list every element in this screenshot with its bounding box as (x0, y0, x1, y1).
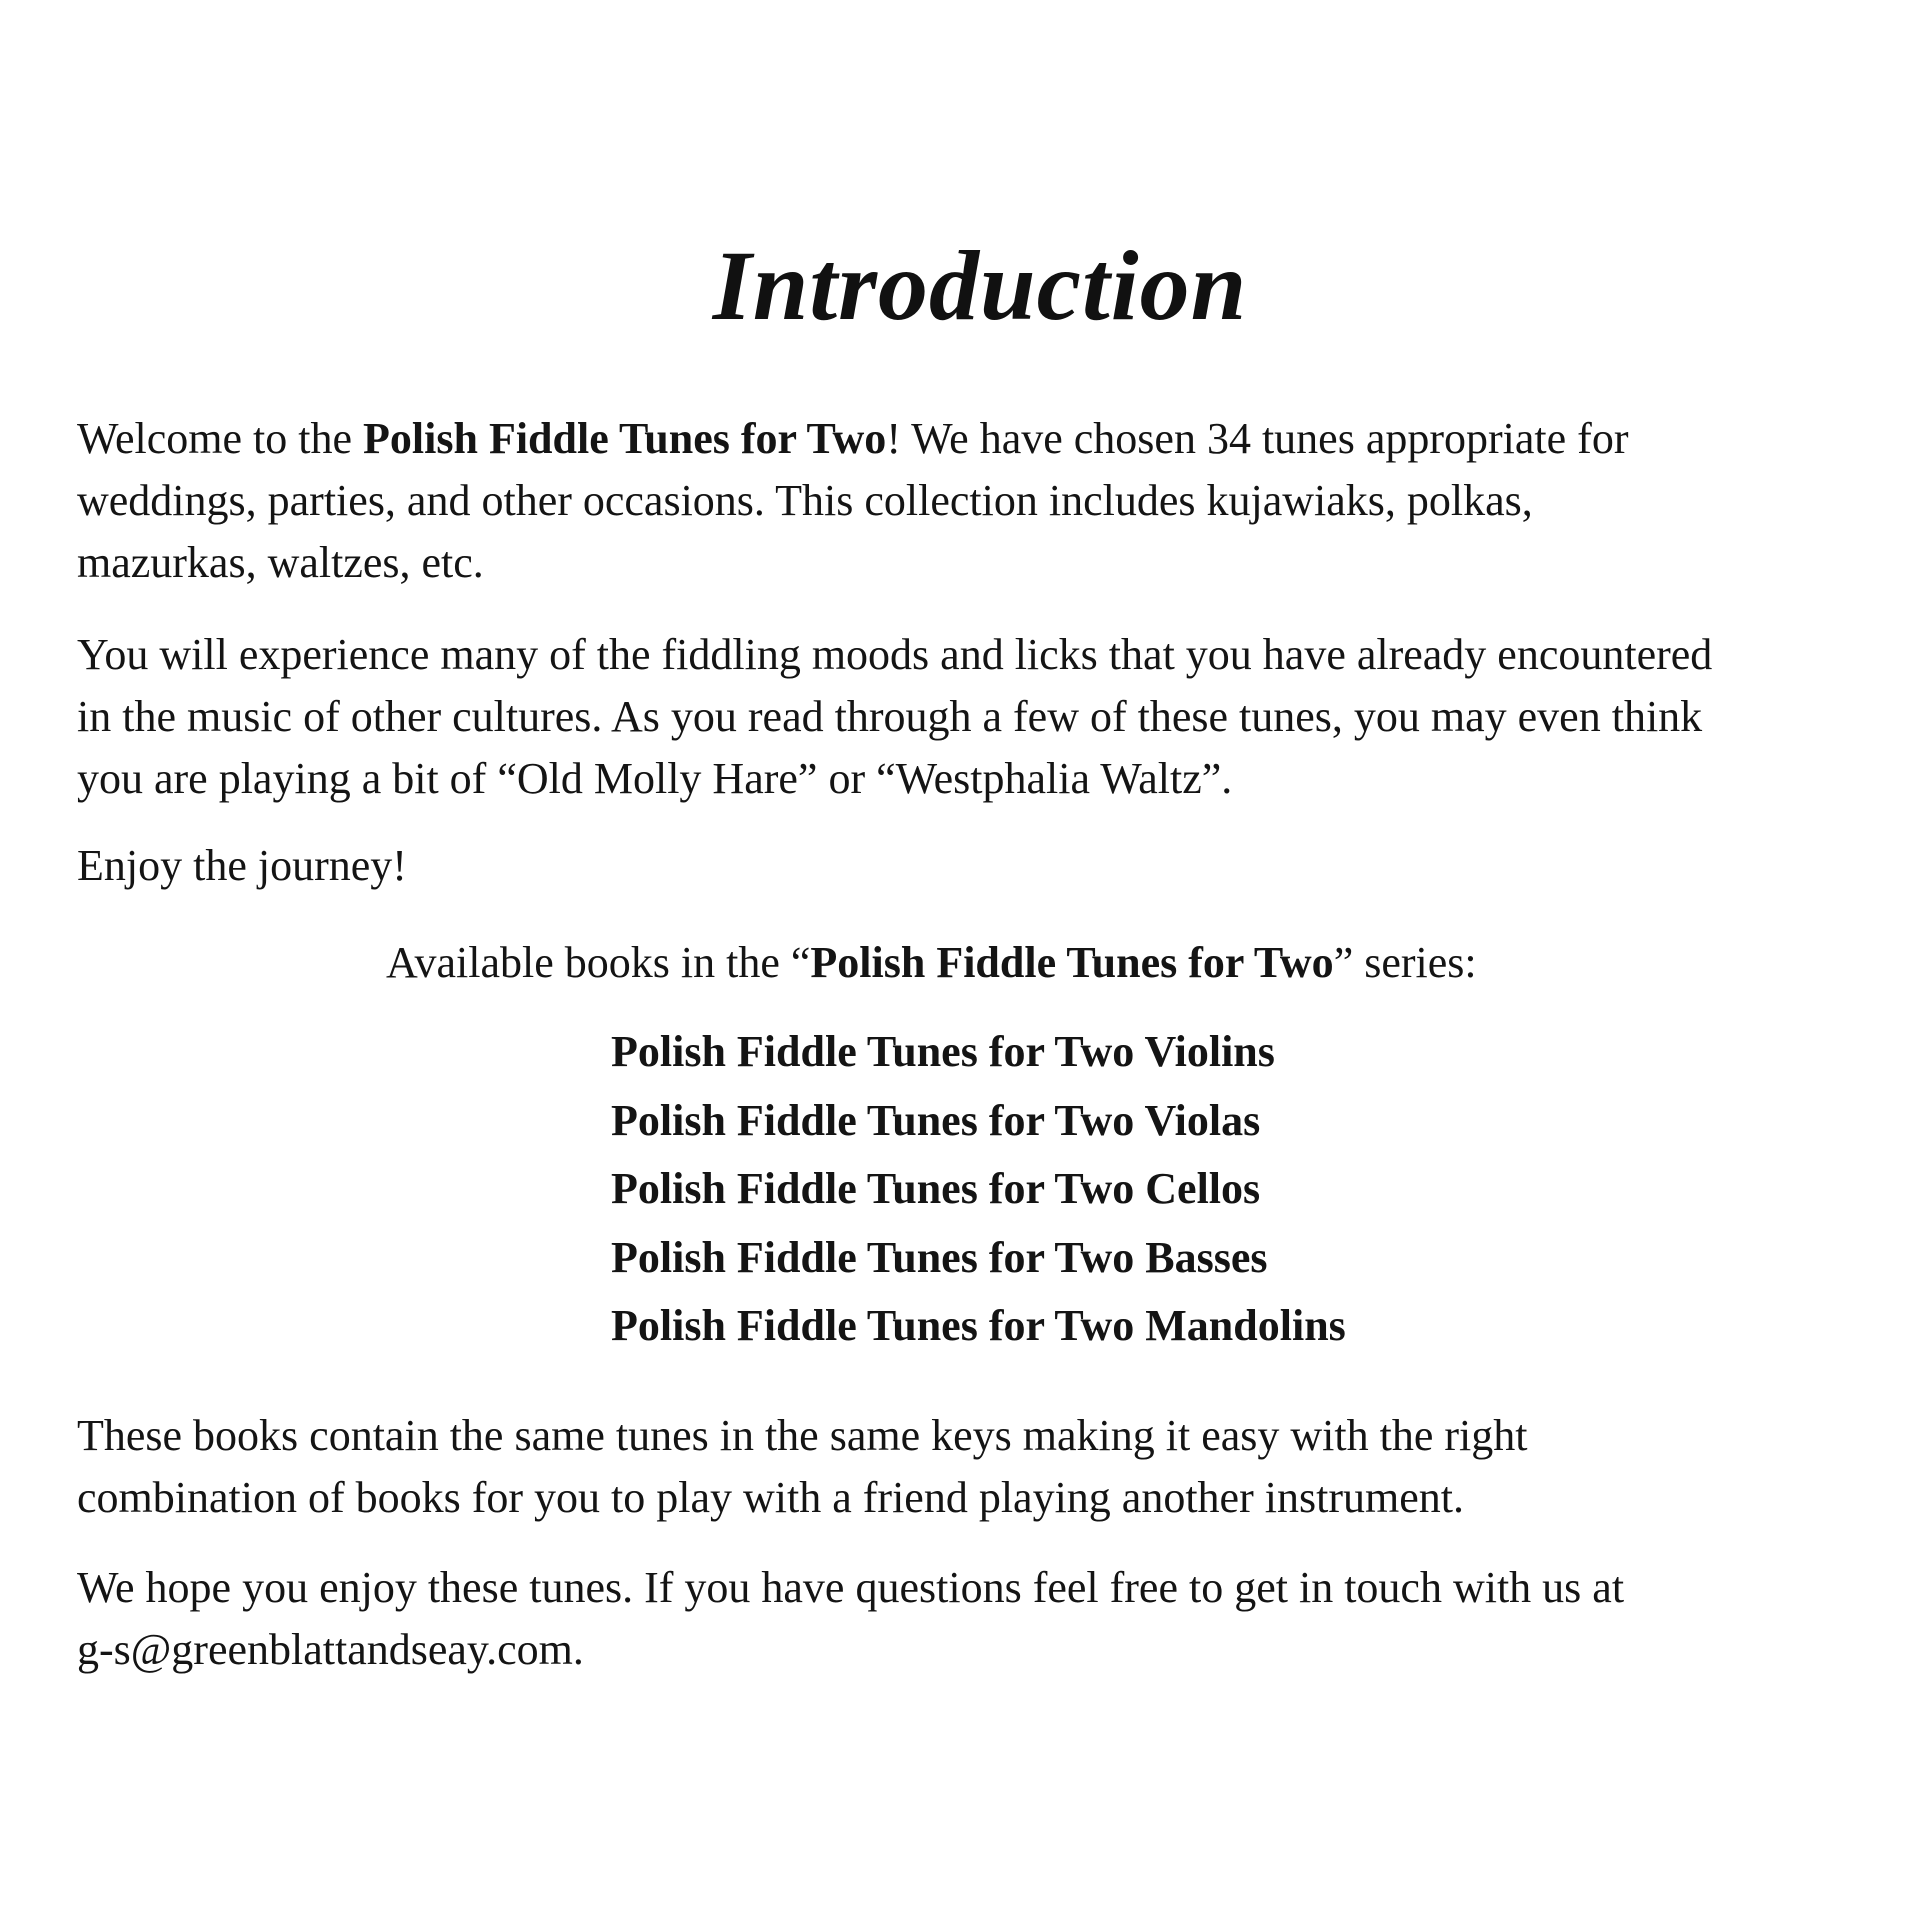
book-title-mandolins: Polish Fiddle Tunes for Two Mandolins (611, 1301, 1346, 1350)
book-title-violas: Polish Fiddle Tunes for Two Violas (611, 1095, 1261, 1145)
welcome-line-3: mazurkas, waltzes, etc. (77, 538, 484, 587)
experience-paragraph (77, 624, 1887, 810)
same-tunes-line-1: These books contain the same tunes in the same keys making it easy with the right (77, 1411, 1528, 1460)
contact-email: g-s@greenblattandseay.com. (77, 1625, 584, 1674)
book-title-basses: Polish Fiddle Tunes for Two Basses (611, 1232, 1268, 1282)
same-tunes-line-2: combination of books for you to play with a friend playing another instrument. (77, 1473, 1464, 1522)
series-name: Polish Fiddle Tunes for Two (363, 414, 887, 463)
contact-line-1: We hope you enjoy these tunes. If you have questions feel free to get in touch with us at (77, 1563, 1625, 1612)
book-list (611, 1018, 1346, 1361)
book-title-cellos: Polish Fiddle Tunes for Two Cellos (611, 1164, 1261, 1213)
book-title-violins: Polish Fiddle Tunes for Two Violins (611, 1027, 1275, 1076)
experience-line-1: You will experience many of the fiddling moods and licks that you have already encountered (77, 630, 1713, 679)
experience-line-3: you are playing a bit of “Old Molly Hare” or “Westphalia Waltz”. (77, 754, 1233, 803)
experience-line-2: in the music of other cultures. As you read through a few of these tunes, you may even think (77, 692, 1703, 741)
series-title: Polish Fiddle Tunes for Two (810, 938, 1334, 987)
welcome-line-2: weddings, parties, and other occasions. This collection includes kujawiaks, polkas, (77, 476, 1533, 525)
welcome-line-1: Welcome to the Polish Fiddle Tunes for Two! We have chosen 34 tunes appropriate for (77, 414, 1629, 463)
enjoy-paragraph: Enjoy the journey! (77, 841, 407, 890)
same-tunes-paragraph (77, 1405, 1887, 1529)
contact-paragraph (77, 1557, 1887, 1681)
welcome-paragraph (77, 408, 1887, 594)
page-title: Introduction (712, 230, 1248, 341)
series-intro: Available books in the “Polish Fiddle Tunes for Two” series: (386, 938, 1477, 987)
